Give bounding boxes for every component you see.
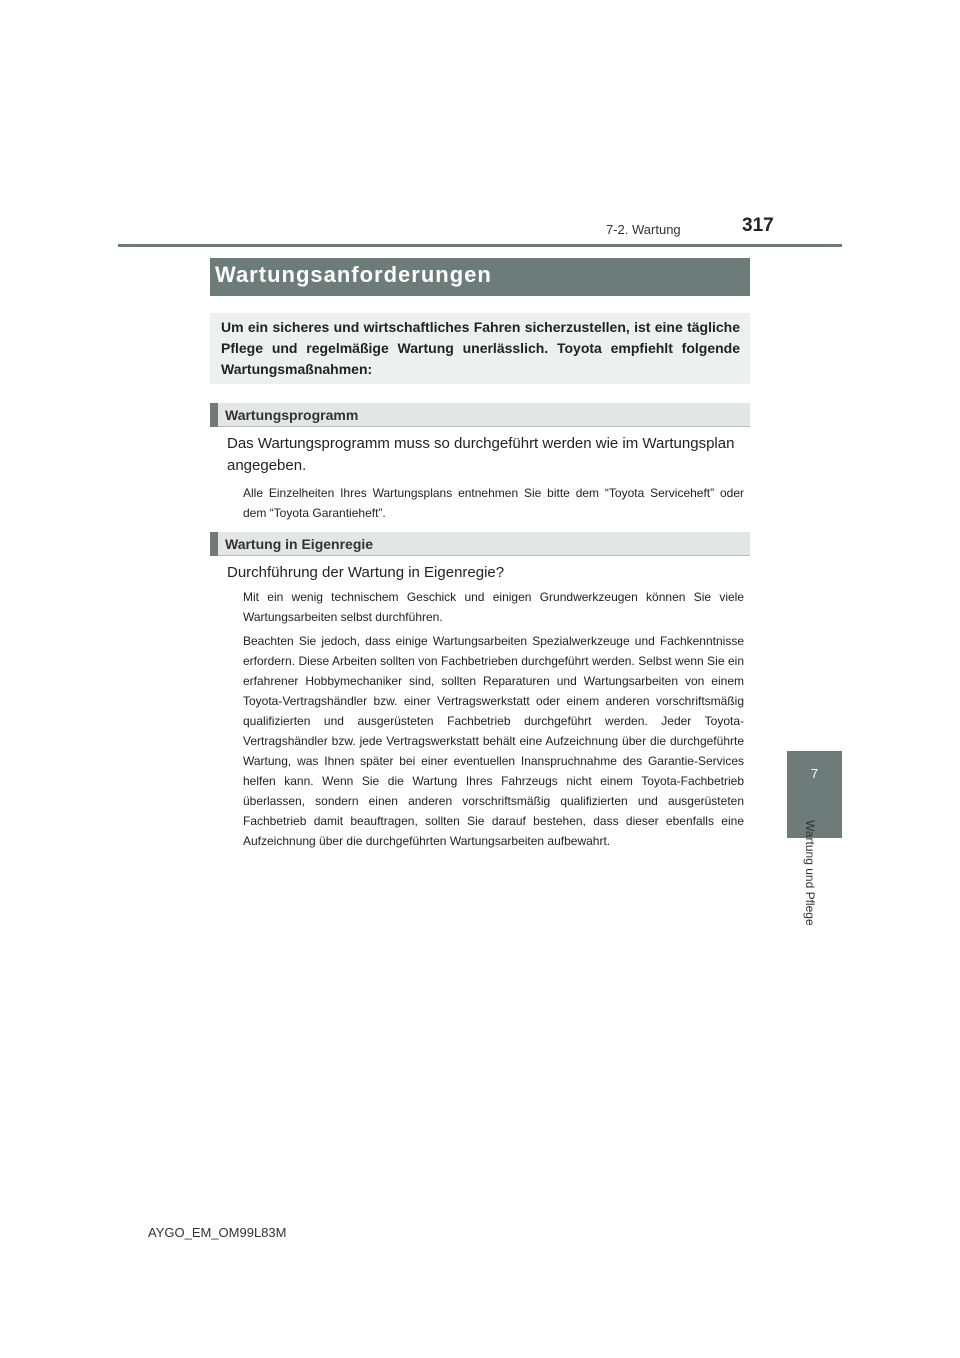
- page-number: 317: [742, 215, 774, 236]
- section-title: Wartungsprogramm: [225, 407, 359, 423]
- section-marker: [210, 403, 218, 427]
- section-lead-text: Das Wartungsprogramm muss so durchgeführt werden wie im Wartungsplan angegeben.: [227, 435, 735, 474]
- section-paragraph: Beachten Sie jedoch, dass einige Wartungsarbeiten Spezialwerkzeuge und Fachkenntnisse erfordern. Diese Arbeiten sollten von Fachbetrieben durchgeführt werden. Selbst wenn Sie ein erfahrener Hobbymechaniker sind, sollten Reparaturen und Wartungsarbeiten von einem Toyota-Vertragshändler bzw. einer Vertragswerkstatt oder einem anderen vorschriftsmäßig qualifizierten und ausgerüsteten Fachbetrieb durchgeführt werden. Jeder Toyota-Vertragshändler bzw. jede Vertragswerkstatt behält eine Aufzeichnung über die durchgeführte Wartung, was Ihnen später bei einer eventuellen Inanspruchnahme des Garantie-Services helfen kann. Wenn Sie die Wartung Ihres Fahrzeugs nicht einem Toyota-Fachbetrieb überlassen, sondern einen anderen vorschriftsmäßig qualifizierten und ausgerüsteten Fachbetrieb damit beauftragen, sollten Sie darauf bestehen, dass dieser ebenfalls eine Aufzeichnung über die durchgeführten Wartungsarbeiten aufbewahrt.: [243, 634, 744, 848]
- document-code: AYGO_EM_OM99L83M: [148, 1225, 287, 1240]
- section-paragraph: Mit ein wenig technischem Geschick und einigen Grundwerkzeugen können Sie viele Wartungsarbeiten selbst durchführen.: [243, 590, 744, 624]
- header-section-label: 7-2. Wartung: [606, 222, 681, 237]
- section-marker: [210, 532, 218, 556]
- page-title: Wartungsanforderungen: [215, 262, 492, 287]
- chapter-tab-number: 7: [810, 766, 819, 781]
- chapter-tab-title: Wartung und Pflege: [803, 820, 817, 926]
- intro-text: Um ein sicheres und wirtschaftliches Fahren sicherzustellen, ist eine tägliche Pflege und regelmäßige Wartung unerlässlich. Toyota empfiehlt folgende Wartungsmaßnahmen:: [221, 319, 740, 377]
- section-title: Wartung in Eigenregie: [225, 536, 374, 552]
- section-paragraph: Alle Einzelheiten Ihres Wartungsplans entnehmen Sie bitte dem “Toyota Serviceheft” oder dem “Toyota Garantieheft”.: [243, 486, 744, 520]
- header-divider: [118, 244, 842, 247]
- section-lead-text: Durchführung der Wartung in Eigenregie?: [227, 564, 505, 581]
